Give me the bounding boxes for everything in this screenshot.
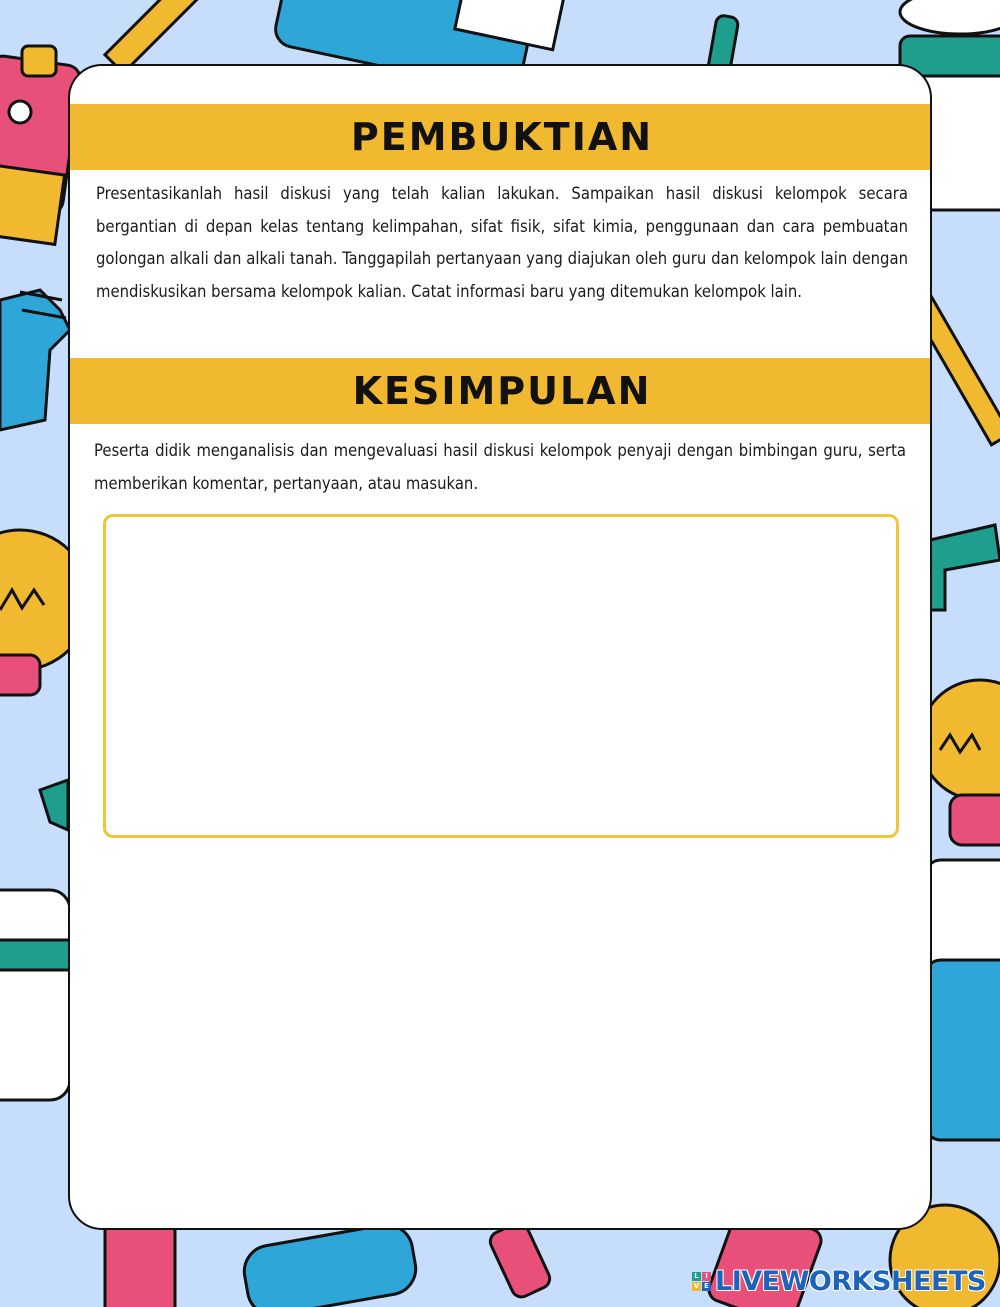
pembuktian-title: PEMBUKTIAN (350, 115, 654, 159)
kesimpulan-banner (70, 358, 932, 424)
goggles-icon (240, 1221, 420, 1307)
glove-icon (0, 290, 70, 430)
worksheet-card (68, 64, 932, 1230)
light-bulb-icon (920, 680, 1000, 845)
clamp-icon (930, 525, 1000, 610)
pembuktian-banner (70, 104, 932, 170)
liveworksheets-watermark (692, 1266, 986, 1297)
kesimpulan-answer-field[interactable] (103, 514, 899, 838)
badge-letter: V (693, 1282, 700, 1290)
badge-letter: E (702, 1282, 711, 1291)
pencil-icon (105, 0, 201, 73)
pipette-icon (40, 780, 68, 830)
liveworksheets-logo-icon (692, 1272, 711, 1291)
dropper-icon (487, 1220, 553, 1300)
test-tube-icon (105, 1220, 175, 1307)
badge-letter: I (702, 1272, 711, 1281)
badge-letter: L (692, 1272, 701, 1281)
kesimpulan-title: KESIMPULAN (352, 369, 652, 413)
container-icon (0, 890, 70, 1100)
flask-icon (925, 860, 1000, 1140)
liveworksheets-text: LIVEWORKSHEETS (715, 1266, 986, 1297)
kesimpulan-instructions: Peserta didik menganalisis dan mengevaluasi hasil diskusi kelompok penyaji dengan bimbingan guru, serta memberikan komentar, pertanyaan, atau masukan. (94, 441, 906, 493)
pembuktian-instructions: Presentasikanlah hasil diskusi yang telah kalian lakukan. Sampaikan hasil diskusi kelompok secara bergantian di depan kelas tentang kelimpahan, sifat fisik, sifat kimia, penggunaan dan cara pembuatan golongan alkali dan alkali tanah. Tanggapilah pertanyaan yang diajukan oleh guru dan kelompok lain dengan mendiskusikan bersama kelompok kalian. Catat informasi baru yang ditemukan kelompok lain. (96, 184, 908, 301)
